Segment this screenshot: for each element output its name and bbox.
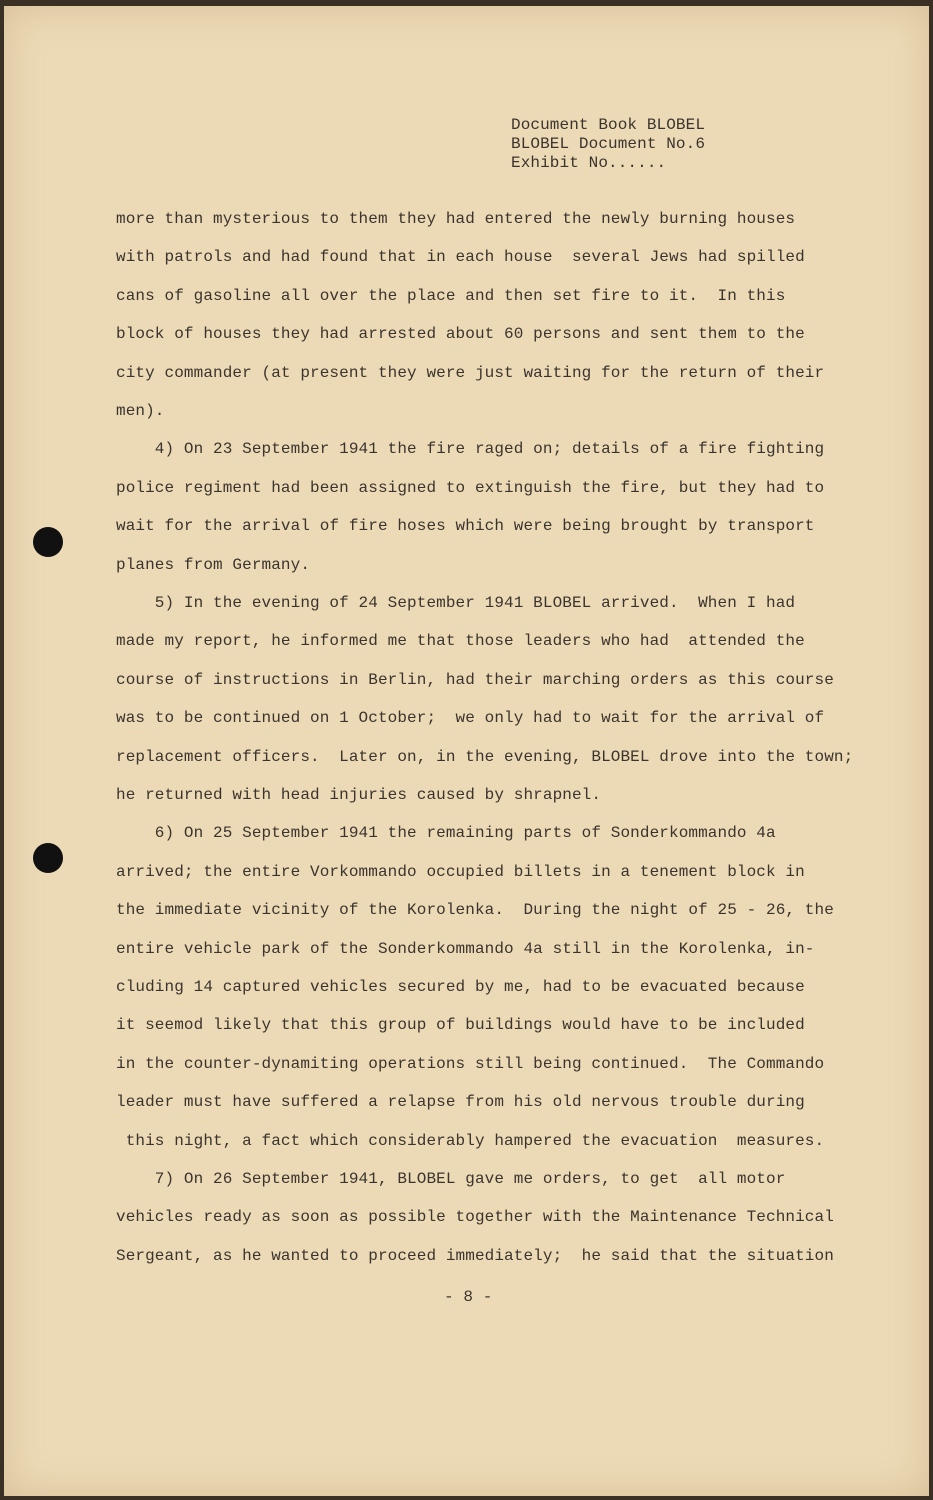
text-line: it seemod likely that this group of buildings would have to be included [116, 1016, 805, 1035]
punch-hole [33, 527, 63, 557]
text-line: city commander (at present they were just waiting for the return of their [116, 363, 825, 382]
text-line: 6) On 25 September 1941 the remaining parts of Sonderkommando 4a [116, 824, 776, 843]
document-page [4, 6, 929, 1496]
text-line: cluding 14 captured vehicles secured by me, had to be evacuated because [116, 978, 805, 996]
text-line: wait for the arrival of fire hoses which were being brought by transport [116, 517, 815, 536]
text-line: was to be continued on 1 October; we only had to wait for the arrival of [116, 709, 825, 728]
text-line: this night, a fact which considerably hampered the evacuation measures. [116, 1131, 825, 1150]
text-line: planes from Germany. [116, 555, 311, 574]
text-line: cans of gasoline all over the place and then set fire to it. In this [116, 286, 786, 305]
text-line: men). [116, 402, 165, 420]
page-number: - 8 - [444, 1288, 493, 1306]
text-line: vehicles ready as soon as possible together with the Maintenance Technical [116, 1208, 834, 1227]
header-document-book: Document Book BLOBEL [511, 116, 706, 134]
text-line: 4) On 23 September 1941 the fire raged on; details of a fire fighting [116, 440, 825, 459]
punch-hole [33, 843, 63, 873]
header-document-number: BLOBEL Document No.6 [511, 135, 706, 153]
text-line: made my report, he informed me that those leaders who had attended the [116, 632, 805, 651]
text-line: he returned with head injuries caused by shrapnel. [116, 786, 602, 804]
text-line: 5) In the evening of 24 September 1941 BLOBEL arrived. When I had [116, 594, 796, 612]
header-exhibit-number: Exhibit No...... [511, 154, 667, 172]
text-line: in the counter-dynamiting operations still being continued. The Commando [116, 1054, 825, 1073]
text-line: course of instructions in Berlin, had their marching orders as this course [116, 670, 834, 689]
text-line: entire vehicle park of the Sonderkommando 4a still in the Korolenka, in- [116, 939, 815, 958]
text-line: leader must have suffered a relapse from his old nervous trouble during [116, 1093, 805, 1112]
text-line: with patrols and had found that in each house several Jews had spilled [116, 248, 805, 267]
text-line: Sergeant, as he wanted to proceed immediately; he said that the situation [116, 1246, 834, 1265]
text-line: more than mysterious to them they had entered the newly burning houses [116, 210, 796, 228]
text-line: 7) On 26 September 1941, BLOBEL gave me orders, to get all motor [116, 1170, 786, 1188]
text-line: arrived; the entire Vorkommando occupied billets in a tenement block in [116, 862, 805, 881]
text-line: the immediate vicinity of the Korolenka. During the night of 25 - 26, the [116, 901, 834, 920]
text-line: police regiment had been assigned to extinguish the fire, but they had to [116, 478, 825, 497]
text-line: block of houses they had arrested about 60 persons and sent them to the [116, 325, 805, 344]
text-line: replacement officers. Later on, in the evening, BLOBEL drove into the town; [116, 747, 854, 766]
